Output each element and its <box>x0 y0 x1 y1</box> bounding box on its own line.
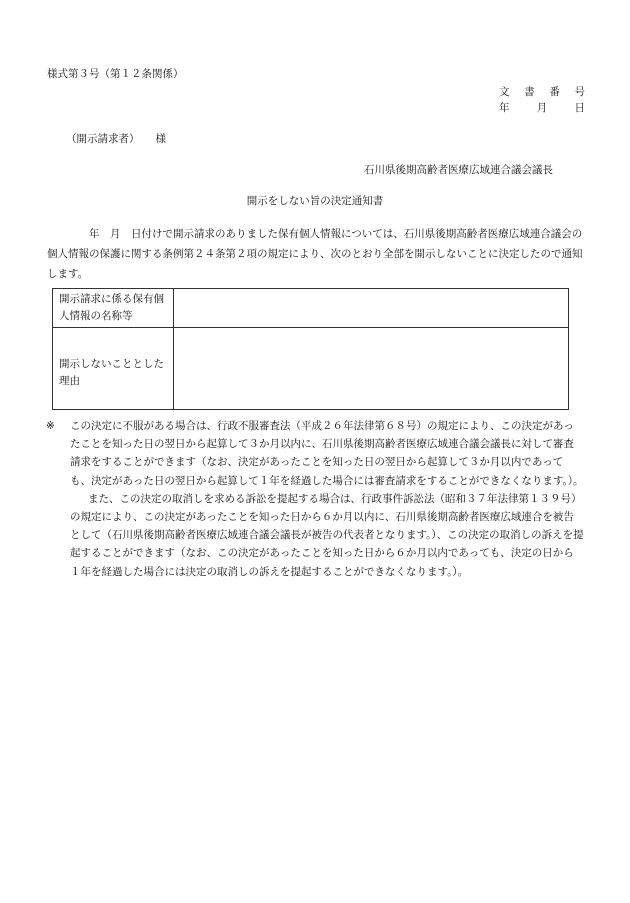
addressee <box>66 131 166 146</box>
table-row <box>53 289 569 328</box>
doc-number-char: 号 <box>574 86 585 98</box>
info-table <box>52 288 569 410</box>
table-label-info-name: 開示請求に係る保有個人情報の名称等 <box>53 289 174 328</box>
table-row <box>53 328 569 410</box>
doc-number-char: 番 <box>549 86 560 98</box>
doc-number-char: 文 <box>499 86 510 98</box>
document-title: 開示をしない旨の決定通知書 <box>246 195 384 207</box>
addressee-honorific: 様 <box>155 133 166 145</box>
form-number: 様式第３号（第１２条関係） <box>47 68 184 80</box>
addressee-name: （開示請求者） <box>66 133 140 145</box>
date-year: 年 <box>499 102 510 114</box>
date-day: 日 <box>574 102 585 114</box>
note-appeal <box>46 417 584 490</box>
table-label-reason: 開示しないこととした理由 <box>53 328 174 410</box>
sender: 石川県後期高齢者医療広域連合議会議長 <box>364 164 553 176</box>
doc-number-char: 書 <box>524 86 535 98</box>
table-value-info-name <box>174 289 569 328</box>
note-mark: ※ <box>46 420 55 432</box>
notes-section <box>46 417 584 581</box>
note-lawsuit: また、この決定の取消しを求める訴訟を提起する場合は、行政事件訴訟法（昭和３７年法律第１３９号）の規定により、この決定があったことを知った日から６か月以内に、石川県後期高齢者医療広域連合を被告として（石川県後期高齢者医療広域連合議会議長が被告の代表者となります。）、この決定の取消しの訴えを提起することができます（なお、この決定があったことを知った日から６か月以内であっても、決定の日から１年を経過した場合には決定の取消しの訴えを提起することができなくなります。）。 <box>70 492 584 578</box>
document-number-label <box>499 84 585 99</box>
date-month: 月 <box>536 102 548 114</box>
document-date-label <box>499 100 585 115</box>
body-paragraph: 年 月 日付けで開示請求のありました保有個人情報については、石川県後期高齢者医療広域連合議会の個人情報の保護に関する条例第２４条第２項の規定により、次のとおり全部を開示しないことに決定したので通知します。 <box>47 228 583 280</box>
note-appeal-text: この決定に不服がある場合は、行政不服審査法（平成２６年法律第６８号）の規定により、この決定があったことを知った日の翌日から起算して３か月以内に、石川県後期高齢者医療広域連合議会議長に対して審査請求をすることができます（なお、決定があったことを知った日の翌日から起算して３か月以内であっても、決定があった日の翌日から起算して１年を経過した場合には審査請求をすることができなくなります。）。 <box>70 420 584 487</box>
table-value-reason <box>174 328 569 410</box>
